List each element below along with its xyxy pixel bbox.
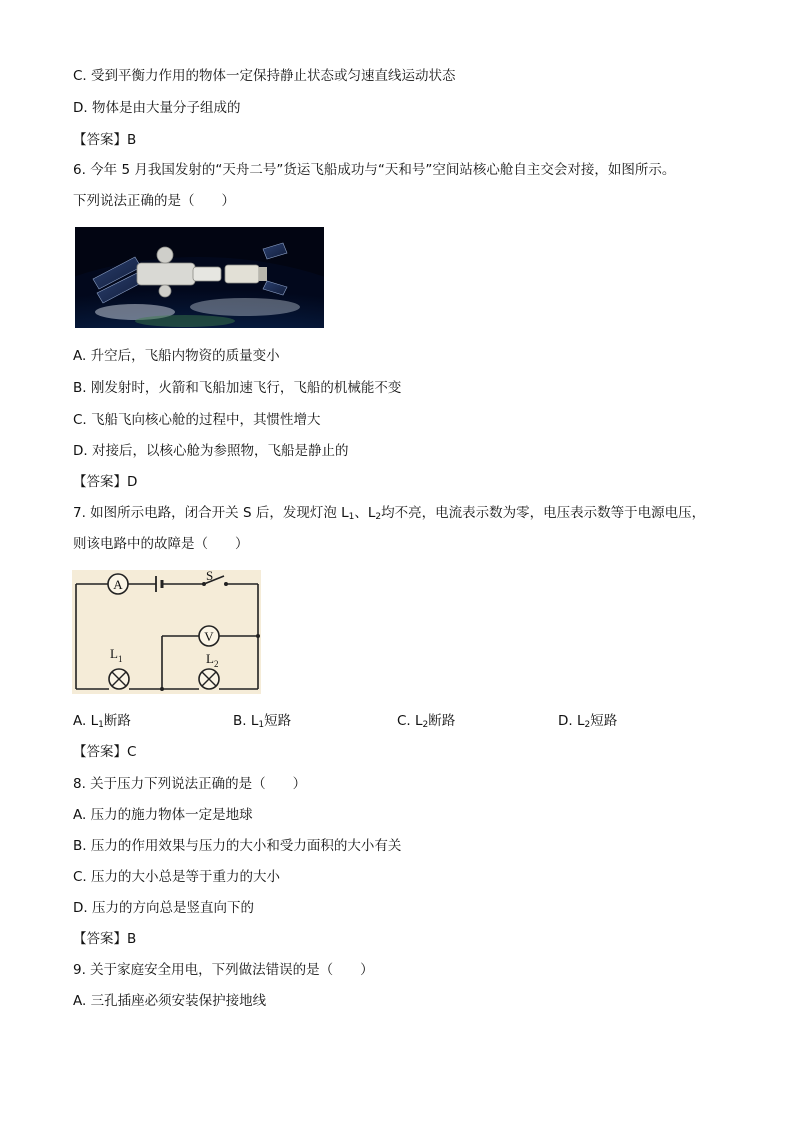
- ammeter-label: A: [113, 577, 123, 592]
- q8-option-c: C. 压力的大小总是等于重力的大小: [73, 869, 281, 885]
- q6-answer: [73, 473, 137, 491]
- q7-stem-line1: [73, 504, 705, 522]
- subscript: 1: [98, 720, 104, 730]
- answer-value: B: [127, 132, 137, 148]
- q8-option-d: D. 压力的方向总是竖直向下的: [73, 900, 254, 916]
- lamp1-icon: [109, 669, 129, 689]
- q7-options: [73, 711, 733, 731]
- q5-answer: [73, 131, 136, 149]
- answer-label: 【答案】: [73, 474, 127, 490]
- q7-option-d: [558, 711, 617, 731]
- subscript: 1: [348, 512, 355, 522]
- option-suffix: 短路: [590, 713, 618, 729]
- lamp2-icon: [199, 669, 219, 689]
- q6-option-c: C. 飞船飞向核心舱的过程中，其惯性增大: [73, 412, 321, 428]
- q6-option-d: D. 对接后，以核心舱为参照物，飞船是静止的: [73, 443, 349, 459]
- q9-option-a: A. 三孔插座必须安装保护接地线: [73, 993, 267, 1009]
- q7-stem-part: 7. 如图所示电路，闭合开关 S 后，发现灯泡 L: [73, 505, 349, 521]
- option-prefix: B. L: [233, 713, 259, 729]
- q6-option-a: A. 升空后，飞船内物资的质量变小: [73, 348, 280, 364]
- option-suffix: 断路: [428, 713, 456, 729]
- q5-option-d: D. 物体是由大量分子组成的: [73, 100, 241, 116]
- q7-stem-part: 均不亮，电流表示数为零，电压表示数等于电源电压，: [381, 505, 706, 521]
- q8-answer: [73, 930, 136, 948]
- space-station-docking-photo: [75, 227, 324, 328]
- answer-value: B: [127, 931, 137, 947]
- subscript: 2: [584, 720, 591, 730]
- option-prefix: A. L: [73, 713, 99, 729]
- q7-option-b: [233, 711, 291, 731]
- q8-option-b: B. 压力的作用效果与压力的大小和受力面积的大小有关: [73, 838, 402, 854]
- q7-answer: [73, 743, 136, 761]
- q6-stem-line2: 下列说法正确的是（ ）: [73, 193, 235, 209]
- q7-option-c: [397, 711, 455, 731]
- option-suffix: 短路: [264, 713, 292, 729]
- subscript: 1: [258, 720, 265, 730]
- answer-label: 【答案】: [73, 132, 127, 148]
- answer-label: 【答案】: [73, 744, 127, 760]
- q7-stem-part: 、L: [354, 505, 376, 521]
- answer-value: D: [127, 474, 138, 490]
- q7-stem-line2: 则该电路中的故障是（ ）: [73, 536, 249, 552]
- space-station-image: [75, 227, 324, 328]
- q8-option-a: A. 压力的施力物体一定是地球: [73, 807, 253, 823]
- option-prefix: C. L: [397, 713, 423, 729]
- option-suffix: 断路: [103, 713, 131, 729]
- switch-label: S: [206, 570, 214, 583]
- q9-stem: 9. 关于家庭安全用电，下列做法错误的是（ ）: [73, 962, 374, 978]
- lamp1-label: $L_1$: [110, 646, 123, 664]
- circuit-svg: [72, 570, 261, 694]
- q8-stem: 8. 关于压力下列说法正确的是（ ）: [73, 776, 307, 792]
- circuit-diagram: [72, 570, 261, 694]
- q5-option-c: C. 受到平衡力作用的物体一定保持静止状态或匀速直线运动状态: [73, 68, 456, 84]
- q7-option-a: [73, 711, 131, 731]
- subscript: 2: [422, 720, 429, 730]
- q6-option-b: B. 刚发射时，火箭和飞船加速飞行，飞船的机械能不变: [73, 380, 402, 396]
- answer-label: 【答案】: [73, 931, 127, 947]
- subscript: 2: [375, 512, 382, 522]
- q6-stem-line1: 6. 今年 5 月我国发射的“天舟二号”货运飞船成功与“天和号”空间站核心舱自主交会对接，如图所示。: [73, 162, 676, 178]
- option-prefix: D. L: [558, 713, 585, 729]
- voltmeter-label: V: [204, 629, 214, 644]
- lamp2-label: $L_2$: [206, 651, 219, 669]
- answer-value: C: [127, 744, 137, 760]
